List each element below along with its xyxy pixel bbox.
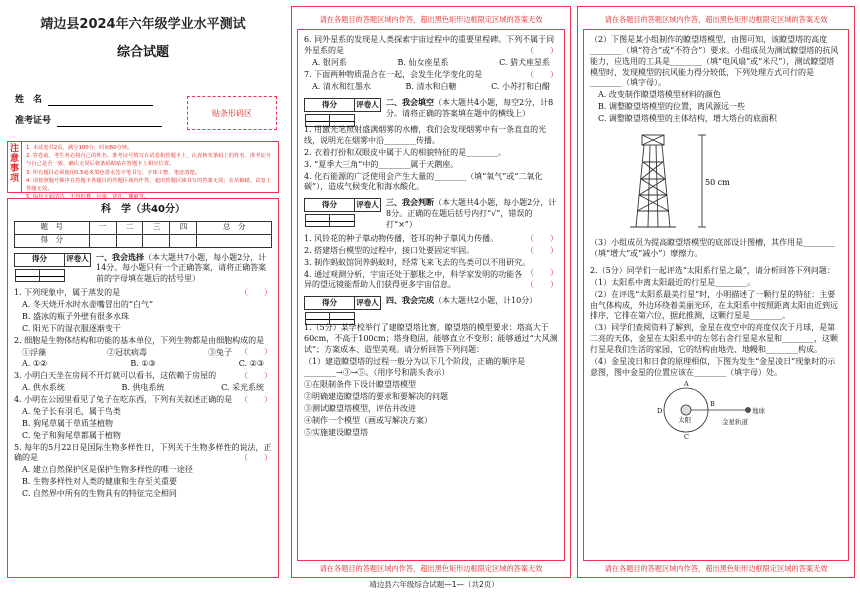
grader-box: 得分 评卷人 xyxy=(304,98,381,122)
fill-3: 3. “夏季大三角”中的________属于天鹅座。 xyxy=(304,159,459,169)
section-3-title: 三、我会判断 xyxy=(386,198,434,208)
warning-bottom: 请在各题目的答题区域内作答，超出黑色矩形边框限定区域的答案无效 xyxy=(319,564,543,574)
left-column xyxy=(5,6,281,578)
fill-2: 2. 衣着打扮和双眼皮中属于人的相貌特征的是________。 xyxy=(304,147,507,157)
notice-item: 1. 本试卷共2页，满分100分，时间60分钟。 xyxy=(26,145,133,151)
sun-label: 太阳 xyxy=(678,415,691,424)
judge-4: 4. 通过观测分析，宇宙还处于膨胀之中，科学家发明的功能各异的望远镜能帮助人们获得更多宇宙信息。 （ ） xyxy=(304,269,558,290)
question-1: 1. 下列现象中，属于蒸发的是 （ ） xyxy=(14,287,272,297)
right-column: 请在各题目的答题区域内作答，超出黑色矩形边框限定区域的答案无效 （2）下图是某小组制作的瞭望塔模型，由图可知，该瞭望塔的高度________（填“符合”或“不符合”）要求。小组成员为测试瞭望塔的抗风能力，应选用的工具是________（填“电风扇”或“米尺”），测试瞭望塔模型时，发现模型的抗风能力得分较低，下列处理方式可行的是________（填字母）。 A. 改变制作瞭望塔模型材料的颜色 B. 调整瞭望塔模型的位置，离风源远一些 C. 调整瞭望塔模型的主体结构，增大塔台的底面积 50 cm （3）小组成员为提高瞭望塔模型的底部设计图槽，其作用是________（填“增大”或“减小”）摩擦力。 2.（5分）同学们一起评选“太阳系行星之最”，请分析回答下列问题： （1）太阳系中离太阳最近的行星是________。 （2）在评选“太阳系最美行星”时，小明描述了一颗行星的特征：主要由气体构成，外边环绕着美丽光环，在太阳系中按照距离太阳由近到远排序，它排在第六位，据此推测，这颗行星是________。 （3）同学们查阅资料了解到，金星在夜空中的亮度仅次于月球，是第二亮的天体，金星在太阳系中的左邻右舍行星是水星和________，这颗行星是我们生活的家园，它的结构由地壳、地幔和________构成。 （4）金星凌日和日食的原理相似，下图为发生“金星凌日”现象时的示意图，图中金星的位置应该在________（填字母）处。 A B C D 太阳 地球 金星轨道 请在各题目的答题区域内作答，超出黑色矩形边框限定区域的答案无效 xyxy=(577,6,855,578)
orbit-label: 金星轨道 xyxy=(722,417,748,426)
notice-item: 3. 所有题目必须使用0.5毫米黑色墨水签字笔书写，字体工整，笔迹清楚。 xyxy=(26,169,201,176)
section-1-title: 一、我会选择 xyxy=(96,252,144,262)
point-c: C xyxy=(684,432,689,440)
point-d: D xyxy=(657,406,663,415)
warning-top: 请在各题目的答题区域内作答，超出黑色矩形边框限定区域的答案无效 xyxy=(604,15,828,24)
planet-q1: （1）太阳系中离太阳最近的行星是________。 xyxy=(590,277,756,287)
planet-q3: （3）同学们查阅资料了解到，金星在夜空中的亮度仅次于月球，是第二亮的天体，金星在太阳系中的左邻右舍行星是水星和________，这颗行星是我们生活的家园，它的结构由地壳、地幔和________构成。 xyxy=(590,323,838,355)
step-item: ③测试瞭望塔模型，评估并改进 xyxy=(304,403,416,413)
exam-subtitle: 综合试题 xyxy=(116,44,169,60)
judge-2: 2. 搭建塔台模型的过程中，接口处要固定牢固。 （ ） xyxy=(304,245,558,255)
notice-item: 2. 答卷前，考生务必将自己的姓名、准考证号填写在试卷和答题卡上，认真核实条码上的姓名、准考证号与自己是否一致，确认无误后将条码粘贴在答题卡上相应位置。 xyxy=(26,153,272,168)
planet-q4: （4）金星凌日和日食的原理相似，下图为发生“金星凌日”现象时的示意图，图中金星的位置应该在________（填字母）处。 xyxy=(590,357,836,377)
notice-box xyxy=(7,141,279,201)
section-4-title: 四、我会完成 xyxy=(386,296,434,306)
section-2-title: 二、我会填空 xyxy=(386,97,434,107)
complete-q2-stem: 2.（5分）同学们一起评选“太阳系行星之最”，请分析回答下列问题： xyxy=(590,265,835,275)
tower-height-label: 50 cm xyxy=(705,178,730,188)
fill-1: 1. 用激光笔照射盛满烟雾的水槽，我们会发现烟雾中有一条直直的光线，说明光在烟雾中沿________传播。 xyxy=(304,124,547,145)
question-2: 2. 细胞是生物体结构和功能的基本单位，下列生物都是由细胞构成的是 （ ） xyxy=(14,335,272,356)
science-title: 科 学（共40分） xyxy=(101,204,185,215)
tower-figure xyxy=(610,127,740,237)
complete-q1-sub2: （2）下图是某小组制作的瞭望塔模型，由图可知，该瞭望塔的高度________（填“符合”或“不符合”）要求。小组成员为测试瞭望塔的抗风能力，应选用的工具是________（填“电风扇”或“米尺”），测试瞭望塔模型时，发现模型的抗风能力得分较低，下列处理方式可行的是________（填字母）。 xyxy=(590,35,839,88)
complete-q1-stem: 1.（5分）某学校举行了建瞭望塔比赛，瞭望塔的模型要求：塔高大于60cm，不高于100cm；塔身稳固，能够直立不变形；能够通过“大风测试”；方案成本、造型美观。请分析回答下列问题： xyxy=(304,323,558,354)
step-item: ①在限制条件下设计瞭望塔模型 xyxy=(304,379,416,389)
notice-label: 注意事项 xyxy=(8,142,22,192)
notice-item: 4. 请按照题号顺序在答题卡各题目的答题区域内作答，超出答题区域书写的答案无效；在草稿纸、试卷上答题无效。 xyxy=(26,177,272,193)
science-section: 科 学（共40分） 题 号 一 二 三 四 总 分 得 分 得分 评卷人 一、我会选择（本大题共7小题，每小题2分，计14分。每小题只有一个正确答案，请将正确答案前的字母填在题后的括号里） 1. 下列现象中，属于蒸发的是 （ ） A. 冬天烧开水时水壶嘴冒出的“白气” B. 盛冰的瓶子外壁有很多水珠 C. 阳光下的湿衣服逐渐变干 2. 细胞是生物体结构和功能的基本单位，下列生物都是由细胞构成的是 （ ） ①浮藻 ②冠状病毒 ③兔子 A. ①② B. ①③ C. ②③ 3. 小明白天坐在房间不开灯就可以看书，这依赖于房屋的 （ ） A. 供水系统 B. 供电系统 C. 采光系统 4. 小明在公园里看见了兔子在吃东西，下列有关叙述正确的是 （ ） A. 兔子长有羽毛，属于鸟类 B. 狗尾草属于草质茎植物 C. 兔子和狗尾草都属于植物 5. 每年的5月22日是国际生物多样性日，下列关于生物多样性的说法，正确的是 （ ） A. 建立自然保护区是保护生物多样性的唯一途径 B. 生物多样性对人类的健康和生存至关重要 C. 自然界中所有的生物具有的特征完全相同 xyxy=(7,198,279,578)
page-footer: 靖边县六年级综合试题—1—（共2页） xyxy=(369,580,499,589)
warning-top: 请在各题目的答题区域内作答，超出黑色矩形边框限定区域的答案无效 xyxy=(319,15,543,24)
fill-4: 4. 化石能源的广泛使用会产生大量的________（填“氧气”或“二氧化碳”），造成气候变化和海水酸化。 xyxy=(304,171,543,192)
grader-box: 得分 评卷人 xyxy=(304,198,381,230)
name-field[interactable]: 姓 名 xyxy=(15,94,153,106)
warning-bottom: 请在各题目的答题区域内作答，超出黑色矩形边框限定区域的答案无效 xyxy=(604,564,828,574)
notice-item: 5. 保持卡面清洁，不得折叠、污染、穿孔、撕破等。 xyxy=(26,194,150,201)
earth-label: 地球 xyxy=(752,406,765,415)
exam-title: 靖边县2024年六年级学业水平测试 xyxy=(40,17,246,32)
question-4: 4. 小明在公园里看见了兔子在吃东西，下列有关叙述正确的是 （ ） xyxy=(14,394,272,404)
middle-column: 请在各题目的答题区域内作答，超出黑色矩形边框限定区域的答案无效 6. 同外星系的发现是人类探索宇宙过程中的重要里程碑。下列不属于同外星系的是 （ ） A. 银河系 B. 仙女座星系 C. 猎犬座星系 7. 下面两种物质混合在一起，会发生化学变化的是 （ ） A. 清水和红墨水 B. 清水和白糖 C. 小苏打和白醋 得分 评卷人 二、我会填空（本大题共4小题，每空2分，计8分。请将正确的答案填在题中的横线上） 1. 用激光笔照射盛满烟雾的水槽，我们会发现烟雾中有一条直直的光线，说明光在烟雾中沿________传播。 2. 衣着打扮和双眼皮中属于人的相貌特征的是________。 3. “夏季大三角”中的________属于天鹅座。 4. 化石能源的广泛使用会产生大量的________（填“氧气”或“二氧化碳”），造成气候变化和海水酸化。 得分 评卷人 三、我会判断（本大题共4小题，每小题2分，计8分。正确的在题后括号内打“√”，错误的打“×”） 1. 风铃花的种子靠动物传播，苍耳的种子靠风力传播。 （ ） 2. 搭建塔台模型的过程中，接口处要固定牢固。 （ ） 3. 制作蚂蚁馆饲养蚂蚁时，经常飞来飞去的鸟类可以不用研究。 （ ） 4. 通过观测分析，宇宙还处于膨胀之中，科学家发明的功能各异的望远镜能帮助人们获得更多宇宙信息。 （ ） 得分 评卷人 四、我会完成（本大题共2小题，计10分） 1.（5分）某学校举行了建瞭望塔比赛，瞭望塔的模型要求：塔高大于60cm，不高于100cm；塔身稳固，能够直立不变形；能够通过“大风测试”；方案成本、造型美观。请分析回答下列问题： （1）建造瞭望塔的过程一般分为以下几个阶段，正确的顺序是________→③→⑤。（用序号和箭头表示） ①在限制条件下设计瞭望塔模型 ②明确建造瞭望塔的要求和要解决的问题 ③测试瞭望塔模型，评估并改进 ④制作一个模型（画或写解决方案） ⑤实施建设瞭望塔 请在各题目的答题区域内作答，超出黑色矩形边框限定区域的答案无效 xyxy=(291,6,571,578)
barcode-area: 贴条形码区 xyxy=(187,96,277,130)
score-table: 题 号 一 二 三 四 总 分 得 分 xyxy=(14,221,272,248)
question-7: 7. 下面两种物质混合在一起，会发生化学变化的是 （ ） xyxy=(304,69,558,79)
judge-1: 1. 风铃花的种子靠动物传播，苍耳的种子靠风力传播。 （ ） xyxy=(304,233,558,243)
point-b: B xyxy=(710,399,715,408)
section-1-desc: （本大题共7小题，每小题2分，计14分。每小题只有一个正确答案，请将正确答案前的字母填在题后的括号里） xyxy=(96,252,267,284)
question-5: 5. 每年的5月22日是国际生物多样性日，下列关于生物多样性的说法，正确的是 （ ） xyxy=(14,442,272,463)
complete-q1-sub1: （1）建造瞭望塔的过程一般分为以下几个阶段，正确的顺序是________→③→⑤。（用序号和箭头表示） xyxy=(304,356,526,377)
question-3: 3. 小明白天坐在房间不开灯就可以看书，这依赖于房屋的 （ ） xyxy=(14,370,272,380)
id-field[interactable]: 准考证号 xyxy=(15,115,162,127)
step-item: ⑤实施建设瞭望塔 xyxy=(304,427,368,437)
complete-q1-sub3: （3）小组成员为提高瞭望塔模型的底部设计图槽，其作用是________（填“增大”或“减小”）摩擦力。 xyxy=(590,238,836,259)
judge-3: 3. 制作蚂蚁馆饲养蚂蚁时，经常飞来飞去的鸟类可以不用研究。 （ ） xyxy=(304,257,558,278)
transit-figure xyxy=(646,380,786,440)
step-item: ④制作一个模型（画或写解决方案） xyxy=(304,415,432,425)
question-6: 6. 同外星系的发现是人类探索宇宙过程中的重要里程碑。下列不属于同外星系的是 （ ） xyxy=(304,35,558,55)
planet-q2: （2）在评选“太阳系最美行星”时，小明描述了一颗行星的特征：主要由气体构成，外边环绕着美丽光环，在太阳系中按照距离太阳由近到远排序，它排在第六位，据此推测，这颗行星是________。 xyxy=(590,289,838,321)
point-a: A xyxy=(684,379,689,388)
grader-box: 得分 评卷人 xyxy=(14,253,91,285)
grader-box: 得分 评卷人 xyxy=(304,296,381,320)
step-item: ②明确建造瞭望塔的要求和要解决的问题 xyxy=(304,391,448,401)
